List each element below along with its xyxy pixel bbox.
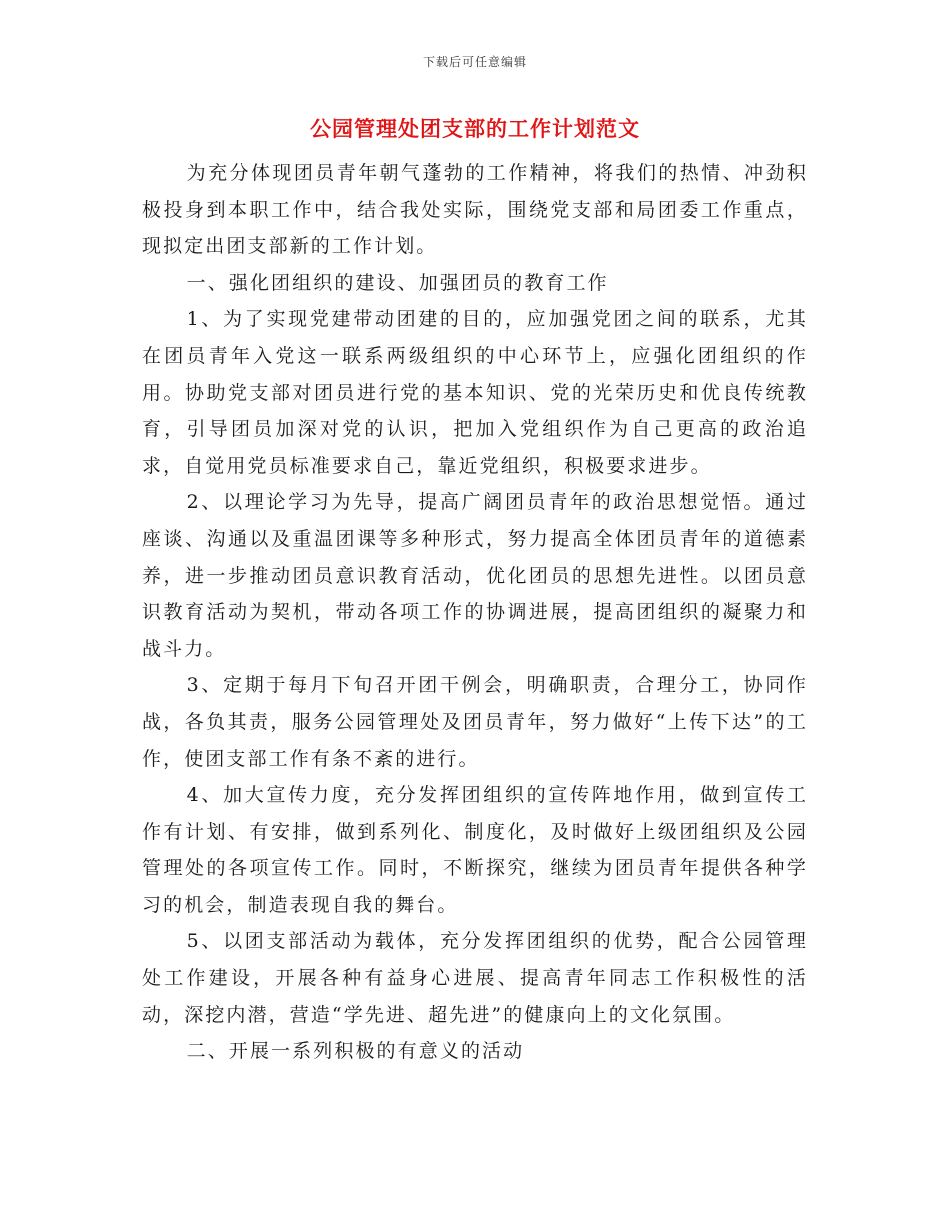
paragraph-item-1: 1、为了实现党建带动团建的目的，应加强党团之间的联系，尤其在团员青年入党这一联系两级组织的中心环节上，应强化团组织的作用。协助党支部对团员进行党的基本知识、党的光荣历史和优良传统教育，引导团员加深对党的认识，把加入党组织作为自己更高的政治追求，自觉用党员标准要求自己，靠近党组织，积极要求进步。	[142, 308, 808, 477]
section-heading-2: 二、开展一系列积极的有意义的活动	[186, 1040, 525, 1063]
document-body	[142, 155, 808, 1070]
intro-paragraph: 为充分体现团员青年朝气蓬勃的工作精神，将我们的热情、冲劲积极投身到本职工作中，结合我处实际，围绕党支部和局团委工作重点，现拟定出团支部新的工作计划。	[142, 162, 808, 258]
paragraph-item-4: 4、加大宣传力度，充分发挥团组织的宣传阵地作用，做到宣传工作有计划、有安排，做到系列化、制度化，及时做好上级团组织及公园管理处的各项宣传工作。同时，不断探究，继续为团员青年提供各种学习的机会，制造表现自我的舞台。	[142, 784, 808, 916]
paragraph-item-5: 5、以团支部活动为载体，充分发挥团组织的优势，配合公园管理处工作建设，开展各种有益身心进展、提高青年同志工作积极性的活动，深挖内潜，营造“学先进、超先进”的健康向上的文化氛围。	[142, 930, 808, 1026]
paragraph-item-2: 2、以理论学习为先导，提高广阔团员青年的政治思想觉悟。通过座谈、沟通以及重温团课等多种形式，努力提高全体团员青年的道德素养，进一步推动团员意识教育活动，优化团员的思想先进性。以团员意识教育活动为契机，带动各项工作的协调进展，提高团组织的凝聚力和战斗力。	[142, 491, 808, 660]
header-note: 下载后可任意编辑	[422, 55, 527, 69]
paragraph-item-3: 3、定期于每月下旬召开团干例会，明确职责，合理分工，协同作战，各负其责，服务公园管理处及团员青年，努力做好“上传下达”的工作，使团支部工作有条不紊的进行。	[142, 674, 808, 770]
document-title: 公园管理处团支部的工作计划范文	[310, 116, 640, 141]
section-heading-1: 一、强化团组织的建设、加强团员的教育工作	[186, 271, 609, 294]
